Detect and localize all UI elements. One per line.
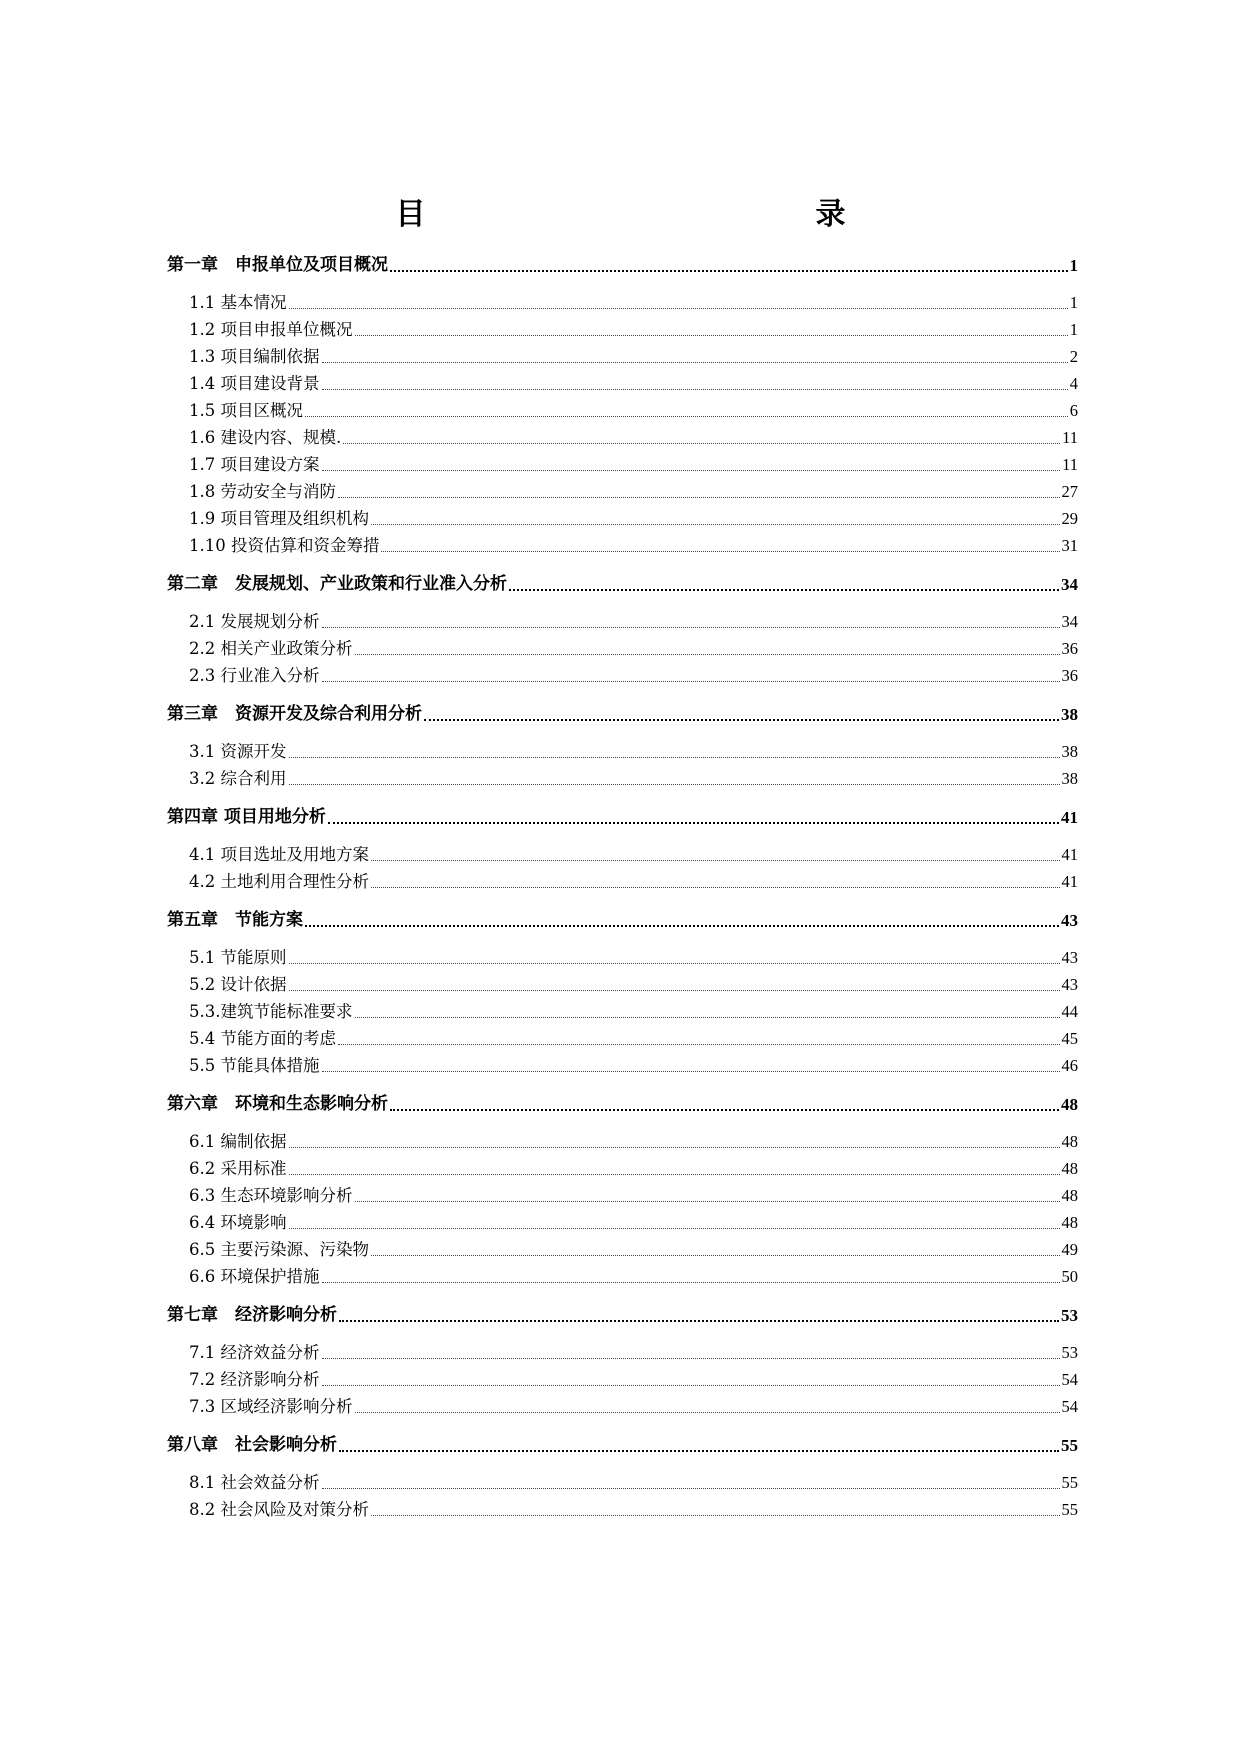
toc-section-row[interactable] bbox=[167, 944, 1078, 971]
toc-entry-page-number: 41 bbox=[1061, 808, 1078, 827]
dot-leader bbox=[328, 822, 1059, 824]
toc-entry-label: 7.2 经济影响分析 bbox=[189, 1370, 320, 1389]
toc-entry-page-number: 34 bbox=[1061, 612, 1078, 631]
toc-section-row[interactable] bbox=[167, 635, 1078, 662]
toc-entry-label: 第三章 资源开发及综合利用分析 bbox=[167, 704, 422, 724]
dot-leader bbox=[322, 362, 1068, 363]
dot-leader bbox=[343, 443, 1060, 444]
toc-entry-label: 8.2 社会风险及对策分析 bbox=[189, 1500, 369, 1519]
dot-leader bbox=[355, 335, 1068, 336]
toc-entry-page-number: 48 bbox=[1061, 1186, 1078, 1205]
toc-entry-page-number: 41 bbox=[1061, 845, 1078, 864]
dot-leader bbox=[338, 1044, 1060, 1045]
toc-entry-page-number: 31 bbox=[1061, 536, 1078, 555]
toc-entry-label: 3.2 综合利用 bbox=[189, 769, 287, 788]
toc-section-row[interactable] bbox=[167, 608, 1078, 635]
toc-entry-page-number: 1 bbox=[1069, 293, 1078, 312]
toc-section-row[interactable] bbox=[167, 1209, 1078, 1236]
dot-leader bbox=[322, 1385, 1060, 1386]
toc-entry-page-number: 2 bbox=[1069, 347, 1078, 366]
dot-leader bbox=[371, 887, 1060, 888]
toc-entry-page-number: 54 bbox=[1061, 1370, 1078, 1389]
toc-entry-label: 6.4 环境影响 bbox=[189, 1213, 287, 1232]
toc-section-row[interactable] bbox=[167, 1052, 1078, 1079]
dot-leader bbox=[305, 416, 1068, 417]
toc-section-row[interactable] bbox=[167, 1469, 1078, 1496]
toc-entry-page-number: 49 bbox=[1061, 1240, 1078, 1259]
dot-leader bbox=[509, 589, 1059, 591]
toc-entry-label: 6.3 生态环境影响分析 bbox=[189, 1186, 353, 1205]
toc-section-row[interactable] bbox=[167, 1496, 1078, 1523]
toc-entry-page-number: 45 bbox=[1061, 1029, 1078, 1048]
dot-leader bbox=[322, 1071, 1060, 1072]
toc-entry-page-number: 38 bbox=[1061, 742, 1078, 761]
toc-entry-page-number: 54 bbox=[1061, 1397, 1078, 1416]
dot-leader bbox=[371, 860, 1060, 861]
dot-leader bbox=[339, 1320, 1059, 1322]
toc-section-row[interactable] bbox=[167, 1339, 1078, 1366]
toc-entry-label: 1.4 项目建设背景 bbox=[189, 374, 320, 393]
toc-entry-label: 4.1 项目选址及用地方案 bbox=[189, 845, 369, 864]
toc-section-row[interactable] bbox=[167, 998, 1078, 1025]
toc-entry-page-number: 36 bbox=[1061, 666, 1078, 685]
toc-entry-page-number: 34 bbox=[1061, 575, 1078, 594]
toc-entry-label: 4.2 土地利用合理性分析 bbox=[189, 872, 369, 891]
toc-entry-page-number: 43 bbox=[1061, 948, 1078, 967]
toc-entry-page-number: 43 bbox=[1061, 911, 1078, 930]
dot-leader bbox=[289, 1147, 1060, 1148]
toc-entry-page-number: 43 bbox=[1061, 975, 1078, 994]
dot-leader bbox=[390, 1109, 1059, 1111]
dot-leader bbox=[322, 389, 1068, 390]
toc-entry-page-number: 6 bbox=[1069, 401, 1078, 420]
dot-leader bbox=[289, 1228, 1060, 1229]
dot-leader bbox=[322, 470, 1061, 471]
toc-chapter-row[interactable] bbox=[167, 804, 1078, 831]
toc-section-row[interactable] bbox=[167, 1128, 1078, 1155]
dot-leader bbox=[289, 757, 1060, 758]
toc-section-row[interactable] bbox=[167, 316, 1078, 343]
toc-entry-label: 5.1 节能原则 bbox=[189, 948, 287, 967]
toc-entry-page-number: 48 bbox=[1061, 1159, 1078, 1178]
toc-entry-page-number: 41 bbox=[1061, 872, 1078, 891]
toc-entry-page-number: 53 bbox=[1061, 1306, 1078, 1325]
toc-entry-page-number: 4 bbox=[1069, 374, 1078, 393]
toc-entry-page-number: 55 bbox=[1061, 1473, 1078, 1492]
dot-leader bbox=[289, 990, 1060, 991]
toc-section-row[interactable] bbox=[167, 868, 1078, 895]
toc-entry-page-number: 38 bbox=[1061, 705, 1078, 724]
toc-entry-label: 1.1 基本情况 bbox=[189, 293, 287, 312]
dot-leader bbox=[289, 1174, 1060, 1175]
toc-chapter-row[interactable] bbox=[167, 252, 1078, 279]
toc-entry-page-number: 38 bbox=[1061, 769, 1078, 788]
toc-entry-page-number: 11 bbox=[1062, 455, 1078, 474]
toc-section-row[interactable] bbox=[167, 289, 1078, 316]
dot-leader bbox=[339, 1450, 1059, 1452]
dot-leader bbox=[355, 1017, 1060, 1018]
toc-entry-label: 第一章 申报单位及项目概况 bbox=[167, 255, 388, 275]
toc-section-row[interactable] bbox=[167, 1155, 1078, 1182]
toc-entry-label: 7.3 区域经济影响分析 bbox=[189, 1397, 353, 1416]
dot-leader bbox=[322, 681, 1060, 682]
dot-leader bbox=[322, 627, 1060, 628]
dot-leader bbox=[390, 270, 1068, 272]
toc-section-row[interactable] bbox=[167, 532, 1078, 559]
toc-entry-label: 第六章 环境和生态影响分析 bbox=[167, 1094, 388, 1114]
toc-entry-page-number: 11 bbox=[1062, 428, 1078, 447]
toc-entry-page-number: 48 bbox=[1061, 1132, 1078, 1151]
dot-leader bbox=[322, 1488, 1060, 1489]
toc-section-row[interactable] bbox=[167, 1263, 1078, 1290]
dot-leader bbox=[355, 654, 1060, 655]
toc-entry-page-number: 50 bbox=[1061, 1267, 1078, 1286]
toc-section-row[interactable] bbox=[167, 1393, 1078, 1420]
dot-leader bbox=[371, 1515, 1060, 1516]
toc-section-row[interactable] bbox=[167, 343, 1078, 370]
toc-section-row[interactable] bbox=[167, 370, 1078, 397]
dot-leader bbox=[355, 1201, 1060, 1202]
toc-entry-page-number: 55 bbox=[1061, 1500, 1078, 1519]
dot-leader bbox=[424, 719, 1059, 721]
toc-chapter-row[interactable] bbox=[167, 1432, 1078, 1459]
toc-entry-page-number: 27 bbox=[1061, 482, 1078, 501]
toc-entry-label: 8.1 社会效益分析 bbox=[189, 1473, 320, 1492]
dot-leader bbox=[371, 524, 1060, 525]
toc-section-row[interactable] bbox=[167, 971, 1078, 998]
toc-entry-label: 2.1 发展规划分析 bbox=[189, 612, 320, 631]
toc-entry-label: 5.2 设计依据 bbox=[189, 975, 287, 994]
toc-section-row[interactable] bbox=[167, 424, 1078, 451]
toc-entry-page-number: 48 bbox=[1061, 1095, 1078, 1114]
toc-entry-label: 1.7 项目建设方案 bbox=[189, 455, 320, 474]
dot-leader bbox=[289, 963, 1060, 964]
toc-section-row[interactable] bbox=[167, 451, 1078, 478]
toc-chapter-row[interactable] bbox=[167, 1302, 1078, 1329]
toc-entry-label: 7.1 经济效益分析 bbox=[189, 1343, 320, 1362]
toc-entry-page-number: 1 bbox=[1069, 320, 1078, 339]
dot-leader bbox=[322, 1358, 1060, 1359]
dot-leader bbox=[289, 308, 1068, 309]
toc-entry-label: 1.5 项目区概况 bbox=[189, 401, 303, 420]
toc-entry-label: 1.6 建设内容、规模. bbox=[189, 428, 342, 447]
toc-section-row[interactable] bbox=[167, 662, 1078, 689]
toc-entry-label: 5.5 节能具体措施 bbox=[189, 1056, 320, 1075]
toc-entry-label: 5.3.建筑节能标准要求 bbox=[189, 1002, 353, 1021]
toc-entry-page-number: 46 bbox=[1061, 1056, 1078, 1075]
toc-entry-label: 第七章 经济影响分析 bbox=[167, 1305, 337, 1325]
toc-entry-label: 6.1 编制依据 bbox=[189, 1132, 287, 1151]
toc-entry-page-number: 44 bbox=[1061, 1002, 1078, 1021]
toc-entry-label: 6.2 采用标准 bbox=[189, 1159, 287, 1178]
toc-chapter-row[interactable] bbox=[167, 701, 1078, 728]
toc-section-row[interactable] bbox=[167, 841, 1078, 868]
toc-entry-label: 1.2 项目申报单位概况 bbox=[189, 320, 353, 339]
toc-section-row[interactable] bbox=[167, 738, 1078, 765]
toc-entry-label: 1.10 投资估算和资金筹措 bbox=[189, 536, 380, 555]
toc-entry-page-number: 29 bbox=[1061, 509, 1078, 528]
toc-entry-label: 2.2 相关产业政策分析 bbox=[189, 639, 353, 658]
dot-leader bbox=[322, 1282, 1060, 1283]
dot-leader bbox=[381, 551, 1059, 552]
dot-leader bbox=[371, 1255, 1060, 1256]
toc-list bbox=[167, 252, 1078, 1523]
toc-section-row[interactable] bbox=[167, 397, 1078, 424]
dot-leader bbox=[305, 925, 1059, 927]
toc-entry-page-number: 53 bbox=[1061, 1343, 1078, 1362]
dot-leader bbox=[338, 497, 1060, 498]
toc-entry-label: 第八章 社会影响分析 bbox=[167, 1435, 337, 1455]
toc-entry-label: 第二章 发展规划、产业政策和行业准入分析 bbox=[167, 574, 507, 594]
toc-title: 目 录 bbox=[395, 197, 956, 232]
toc-entry-label: 第五章 节能方案 bbox=[167, 910, 303, 930]
toc-chapter-row[interactable] bbox=[167, 1091, 1078, 1118]
dot-leader bbox=[355, 1412, 1060, 1413]
toc-section-row[interactable] bbox=[167, 1025, 1078, 1052]
toc-chapter-row[interactable] bbox=[167, 571, 1078, 598]
toc-entry-label: 1.9 项目管理及组织机构 bbox=[189, 509, 369, 528]
toc-entry-label: 1.8 劳动安全与消防 bbox=[189, 482, 336, 501]
toc-section-row[interactable] bbox=[167, 505, 1078, 532]
toc-entry-page-number: 55 bbox=[1061, 1436, 1078, 1455]
toc-entry-label: 5.4 节能方面的考虑 bbox=[189, 1029, 336, 1048]
toc-section-row[interactable] bbox=[167, 1236, 1078, 1263]
toc-entry-page-number: 1 bbox=[1069, 256, 1078, 275]
toc-section-row[interactable] bbox=[167, 1366, 1078, 1393]
toc-entry-page-number: 36 bbox=[1061, 639, 1078, 658]
toc-section-row[interactable] bbox=[167, 478, 1078, 505]
toc-entry-label: 2.3 行业准入分析 bbox=[189, 666, 320, 685]
dot-leader bbox=[289, 784, 1060, 785]
toc-chapter-row[interactable] bbox=[167, 907, 1078, 934]
toc-entry-label: 6.6 环境保护措施 bbox=[189, 1267, 320, 1286]
toc-entry-label: 1.3 项目编制依据 bbox=[189, 347, 320, 366]
toc-section-row[interactable] bbox=[167, 765, 1078, 792]
toc-section-row[interactable] bbox=[167, 1182, 1078, 1209]
toc-entry-label: 3.1 资源开发 bbox=[189, 742, 287, 761]
toc-entry-label: 第四章 项目用地分析 bbox=[167, 807, 326, 827]
toc-entry-label: 6.5 主要污染源、污染物 bbox=[189, 1240, 369, 1259]
toc-entry-page-number: 48 bbox=[1061, 1213, 1078, 1232]
